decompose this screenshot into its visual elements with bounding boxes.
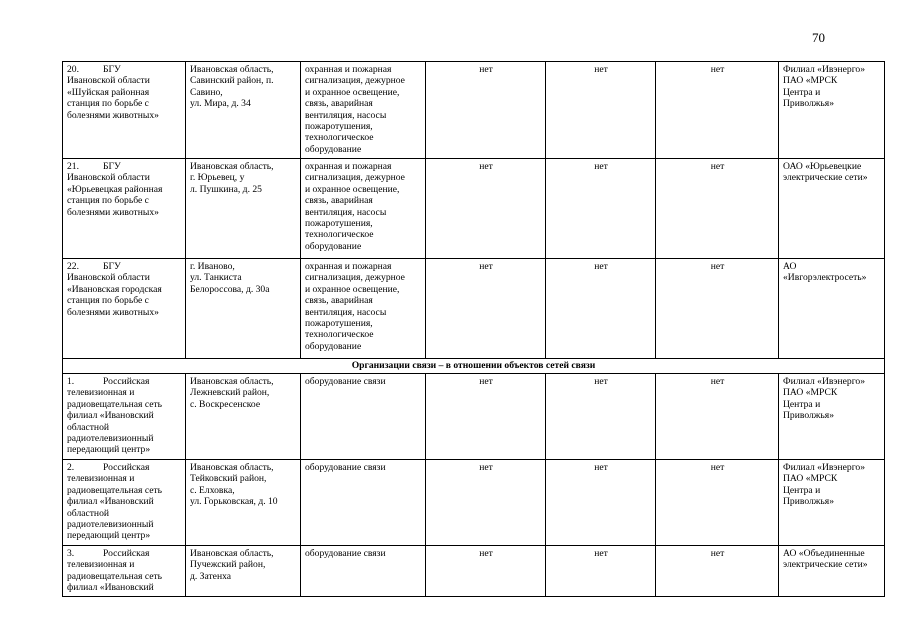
value-cell: нет — [656, 62, 779, 159]
organization-name-first: БГУ — [103, 64, 121, 75]
value-cell: нет — [546, 62, 656, 159]
row-number: 2. — [67, 462, 75, 473]
organization-cell — [63, 62, 186, 159]
value-cell: нет — [426, 159, 546, 259]
value-cell: нет — [656, 460, 779, 546]
table-row — [63, 159, 885, 259]
table-row — [63, 62, 885, 159]
supplier-cell: Филиал «Ивэнерго» ПАО «МРСК Центра и Приволжья» — [779, 374, 885, 460]
supplier-cell: Филиал «Ивэнерго» ПАО «МРСК Центра и Приволжья» — [779, 460, 885, 546]
organization-name: телевизионная и радиовещательная сеть филиал «Ивановский — [67, 559, 163, 594]
table-row — [63, 259, 885, 359]
organization-name-first: Российская — [103, 548, 150, 559]
equipment-cell: оборудование связи — [301, 546, 426, 597]
organization-cell — [63, 159, 186, 259]
organization-cell — [63, 259, 186, 359]
equipment-cell: оборудование связи — [301, 374, 426, 460]
value-cell: нет — [426, 259, 546, 359]
equipment-cell: охранная и пожарная сигнализация, дежурное и охранное освещение, связь, аварийная вентиляция, насосы пожаротушения, технологическое оборудование — [301, 159, 426, 259]
row-number: 21. — [67, 161, 79, 172]
organization-name: Ивановской области «Ивановская городская станция по борьбе с болезнями животных» — [67, 272, 162, 318]
organization-name-first: Российская — [103, 376, 150, 387]
value-cell: нет — [546, 374, 656, 460]
equipment-cell: оборудование связи — [301, 460, 426, 546]
row-number: 22. — [67, 261, 79, 272]
address-cell: Ивановская область, Лежневский район, с. Воскресенское — [186, 374, 301, 460]
value-cell: нет — [546, 460, 656, 546]
value-cell: нет — [426, 546, 546, 597]
row-number: 1. — [67, 376, 75, 387]
document-table — [62, 61, 885, 597]
value-cell: нет — [546, 546, 656, 597]
organization-name-first: БГУ — [103, 261, 121, 272]
address-cell: г. Иваново, ул. Танкиста Белороссова, д. 30а — [186, 259, 301, 359]
table-row — [63, 460, 885, 546]
value-cell: нет — [546, 259, 656, 359]
address-cell: Ивановская область, Пучежский район, д. Затенха — [186, 546, 301, 597]
supplier-cell: ОАО «Юрьевецкие электрические сети» — [779, 159, 885, 259]
supplier-cell: АО «Объединенные электрические сети» — [779, 546, 885, 597]
value-cell: нет — [426, 62, 546, 159]
address-cell: Ивановская область, Тейковский район, с. Елховка, ул. Горьковская, д. 10 — [186, 460, 301, 546]
value-cell: нет — [656, 546, 779, 597]
organization-name: телевизионная и радиовещательная сеть филиал «Ивановский областной радиотелевизионный передающий центр» — [67, 473, 163, 542]
organization-cell — [63, 460, 186, 546]
value-cell: нет — [426, 374, 546, 460]
equipment-cell: охранная и пожарная сигнализация, дежурное и охранное освещение, связь, аварийная вентиляция, насосы пожаротушения, технологическое оборудование — [301, 259, 426, 359]
organization-cell — [63, 546, 186, 597]
organization-name: Ивановской области «Юрьевецкая районная станция по борьбе с болезнями животных» — [67, 172, 163, 218]
organization-name-first: БГУ — [103, 161, 121, 172]
value-cell: нет — [546, 159, 656, 259]
organization-name: телевизионная и радиовещательная сеть филиал «Ивановский областной радиотелевизионный передающий центр» — [67, 387, 163, 456]
organization-name-first: Российская — [103, 462, 150, 473]
row-number: 3. — [67, 548, 75, 559]
value-cell: нет — [426, 460, 546, 546]
supplier-cell: АО «Ивгорэлектросеть» — [779, 259, 885, 359]
supplier-cell: Филиал «Ивэнерго» ПАО «МРСК Центра и Приволжья» — [779, 62, 885, 159]
value-cell: нет — [656, 374, 779, 460]
organization-name: Ивановской области «Шуйская районная станция по борьбе с болезнями животных» — [67, 75, 159, 121]
address-cell: Ивановская область, г. Юрьевец, у л. Пушкина, д. 25 — [186, 159, 301, 259]
section-row — [63, 359, 885, 374]
table-row — [63, 374, 885, 460]
value-cell: нет — [656, 159, 779, 259]
equipment-cell: охранная и пожарная сигнализация, дежурное и охранное освещение, связь, аварийная вентиляция, насосы пожаротушения, технологическое оборудование — [301, 62, 426, 159]
address-cell: Ивановская область, Савинский район, п. Савино, ул. Мира, д. 34 — [186, 62, 301, 159]
section-heading: Организации связи – в отношении объектов сетей связи — [63, 359, 885, 374]
page-number: 70 — [812, 30, 825, 45]
row-number: 20. — [67, 64, 79, 75]
table-row — [63, 546, 885, 597]
organization-cell — [63, 374, 186, 460]
value-cell: нет — [656, 259, 779, 359]
